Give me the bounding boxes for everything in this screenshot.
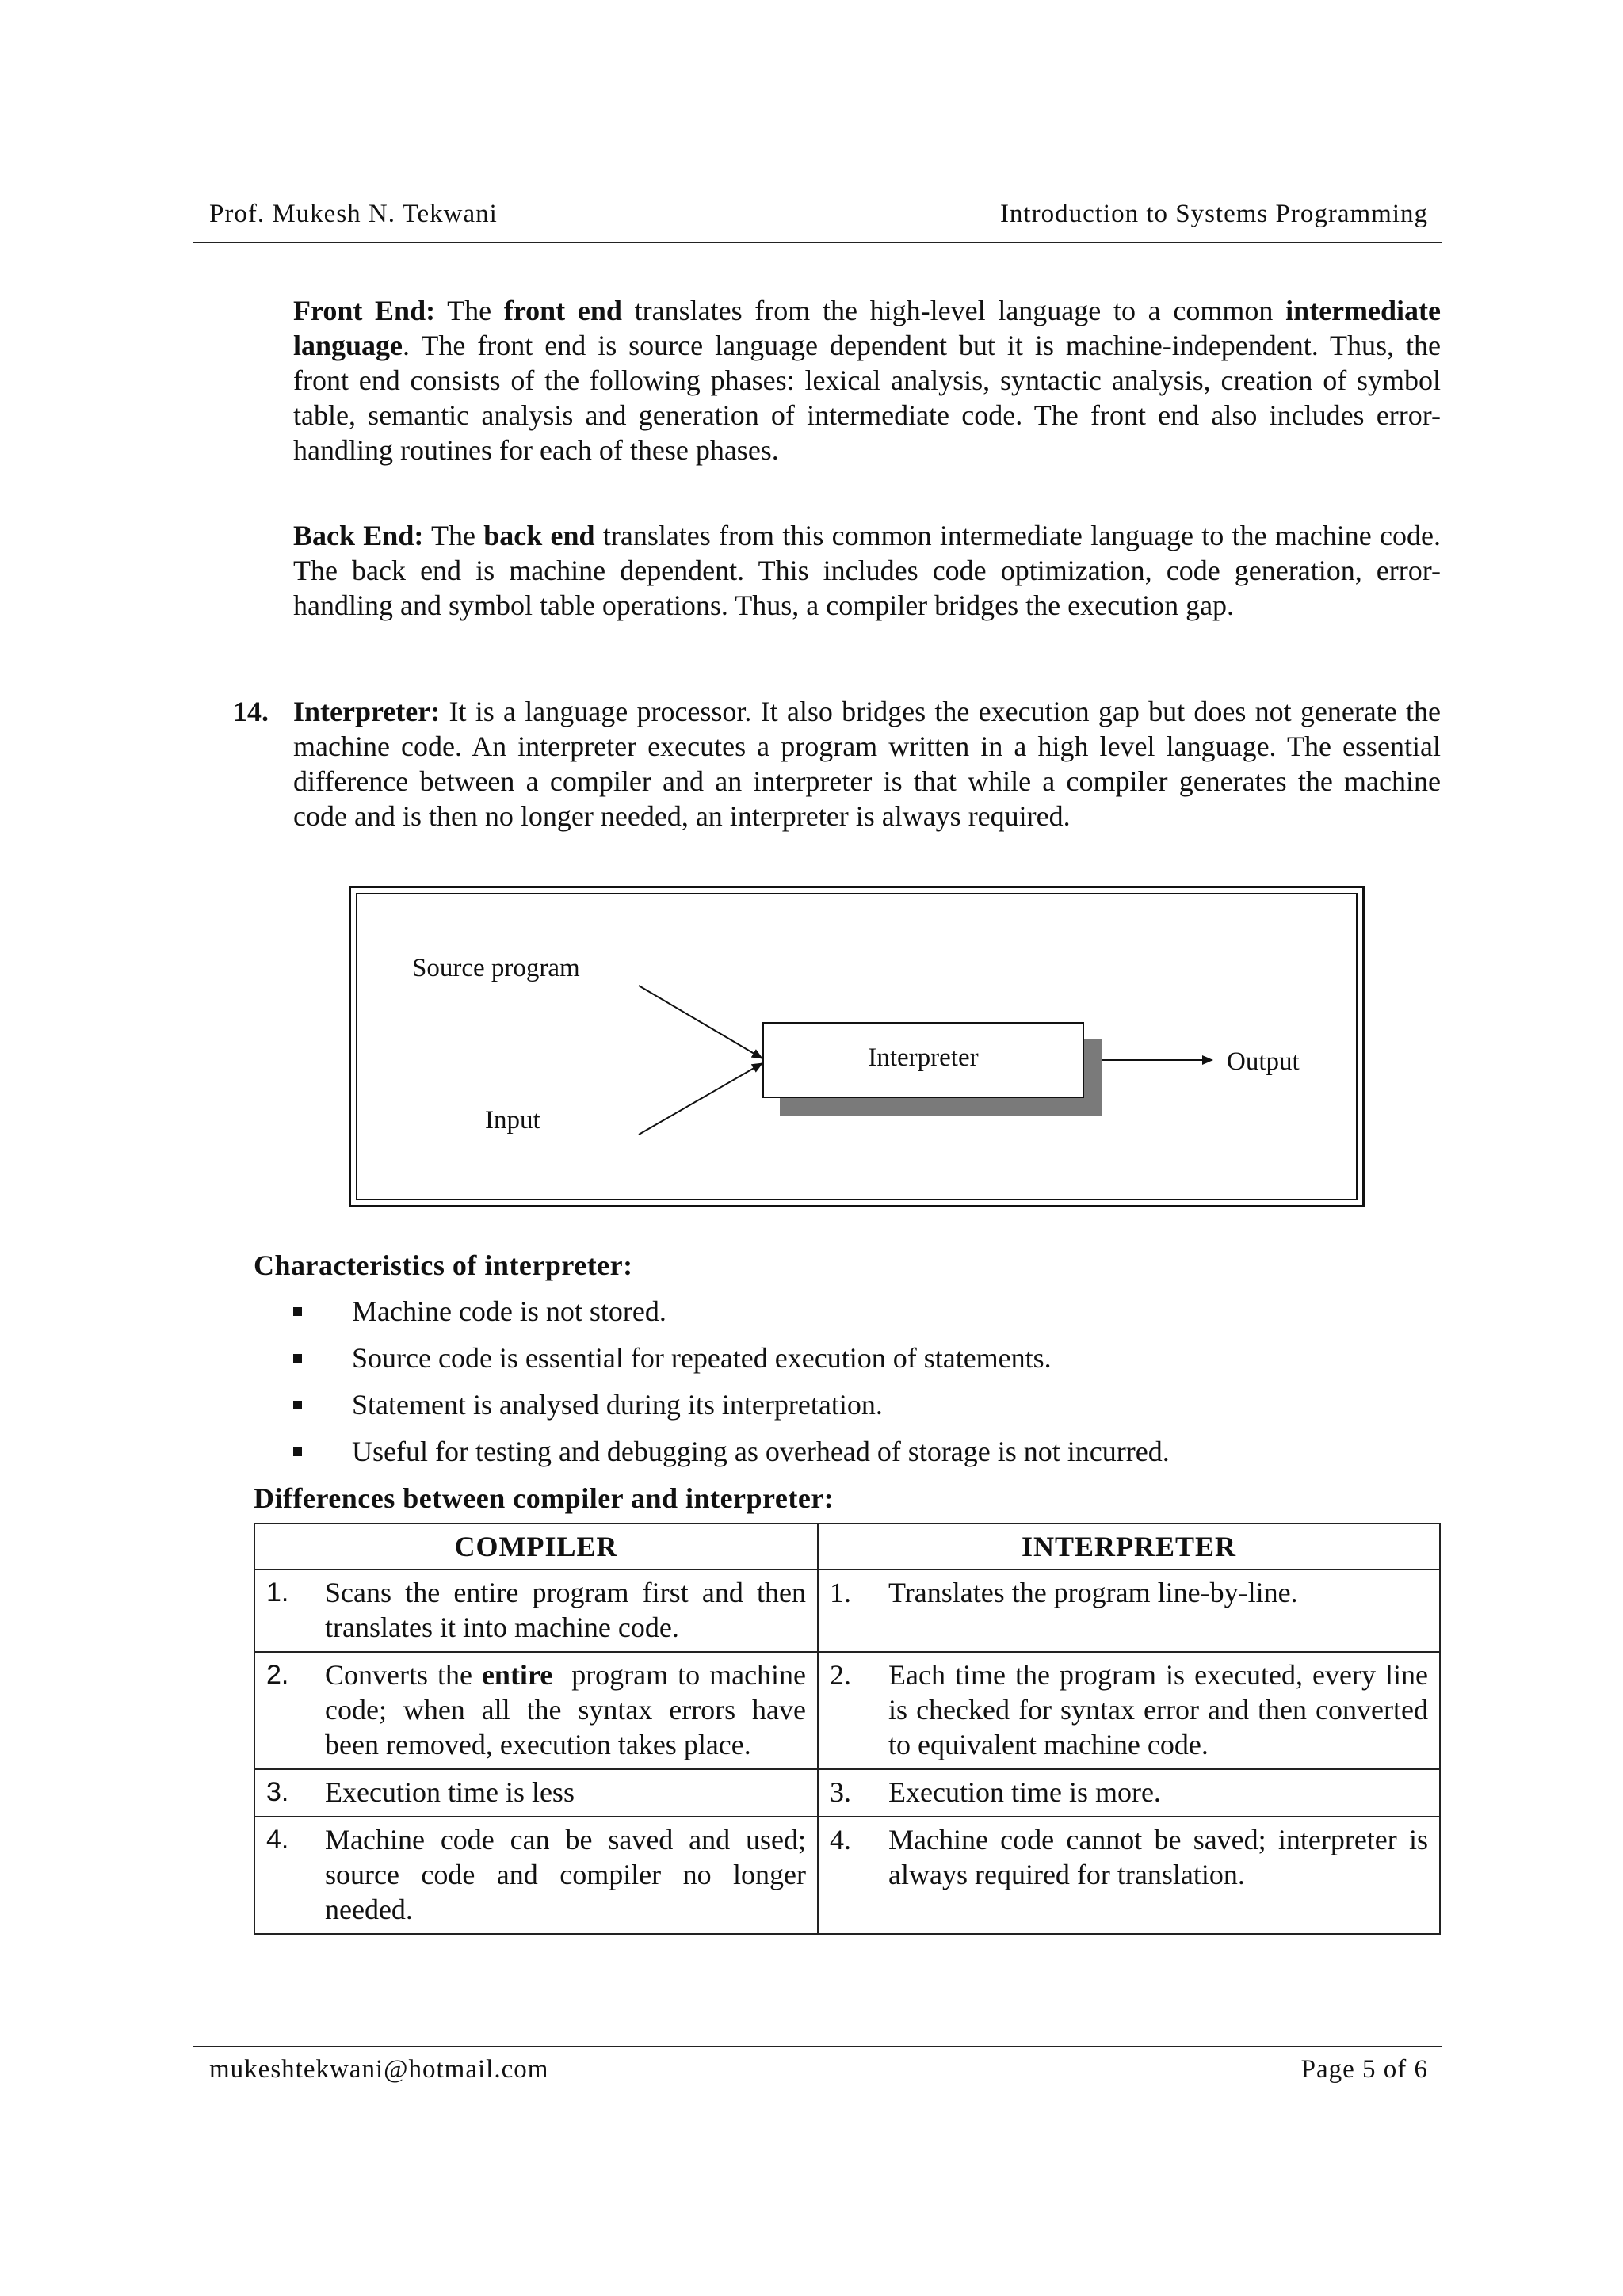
back-end-bold-1: back end [483, 520, 595, 551]
list-item-text: Source code is essential for repeated execution of statements. [352, 1342, 1052, 1374]
compiler-text: Machine code can be saved and used; source code and compiler no longer needed. [325, 1824, 807, 1925]
diagram-output-label: Output [1227, 1047, 1300, 1076]
input-arrow [639, 1063, 762, 1135]
interpreter-label: Interpreter: [293, 696, 441, 727]
row-number: 2. [266, 1660, 289, 1690]
compiler-text: Scans the entire program first and then translates it into machine code. [325, 1577, 807, 1643]
front-end-text-1: The [447, 295, 492, 326]
column-header-compiler: COMPILER [254, 1524, 818, 1569]
row-number: 2. [830, 1659, 852, 1691]
interpreter-cell [818, 1569, 1440, 1652]
row-number: 3. [830, 1776, 852, 1808]
diagram-source-label: Source program [412, 954, 580, 982]
interpreter-text: It is a language processor. It also bridges the execution gap but does not generate the machine code. An interpreter executes a program written in a high level language. The essential difference between a compiler and an interpreter is that while a compiler generates the machine code and is then no longer needed, an interpreter is always required. [293, 696, 1442, 832]
interpreter-text: Machine code cannot be saved; interpreter is always required for translation. [888, 1824, 1428, 1890]
footer-page-number: Page 5 of 6 [1300, 2055, 1428, 2084]
list-item-text: Useful for testing and debugging as overhead of storage is not incurred. [352, 1436, 1170, 1467]
table-header-row [254, 1524, 1440, 1569]
compiler-cell [254, 1569, 818, 1652]
row-number: 4. [266, 1825, 289, 1855]
list-item-text: Machine code is not stored. [352, 1295, 666, 1327]
compiler-text: Execution time is less [325, 1776, 575, 1808]
compiler-cell [254, 1652, 818, 1769]
table-row [254, 1652, 1440, 1769]
row-number: 4. [830, 1824, 852, 1855]
interpreter-cell [818, 1769, 1440, 1817]
footer-email: mukeshtekwani@hotmail.com [209, 2055, 549, 2084]
compiler-text-part: program to machine code; when all the syntax errors have been removed, execution takes place. [325, 1659, 807, 1760]
table-row [254, 1769, 1440, 1817]
interpreter-text: Execution time is more. [888, 1776, 1161, 1808]
row-number: 3. [266, 1777, 289, 1807]
front-end-label: Front End: [293, 295, 436, 326]
interpreter-cell [818, 1652, 1440, 1769]
compiler-cell [254, 1817, 818, 1934]
interpreter-text: Each time the program is executed, every line is checked for syntax error and then converted to equivalent machine code. [888, 1659, 1428, 1760]
characteristics-title: Characteristics of interpreter: [254, 1249, 633, 1281]
item-number-14: 14. [233, 696, 269, 727]
interpreter-box: Interpreter [762, 1022, 1084, 1098]
back-end-label: Back End: [293, 520, 424, 551]
back-end-text-2: translates from this common intermediate language to the machine code. The back end is machine dependent. This includes code optimization, code generation, error-handling and symbol table operations. Thus, a compiler bridges the execution gap. [293, 520, 1442, 621]
footer-rule [193, 2046, 1442, 2047]
compiler-text-part: Converts the [325, 1659, 472, 1691]
table-row [254, 1569, 1440, 1652]
back-end-text-1: The [430, 520, 475, 551]
table-row [254, 1817, 1440, 1934]
front-end-text-2: translates from the high-level language to a common [634, 295, 1274, 326]
front-end-bold-2: intermediate language [293, 295, 1442, 361]
compiler-cell [254, 1769, 818, 1817]
bullet-icon [293, 1307, 302, 1316]
diagram-input-label: Input [485, 1106, 540, 1135]
column-header-interpreter: INTERPRETER [818, 1524, 1440, 1569]
bullet-icon [293, 1401, 302, 1409]
differences-table [254, 1523, 1441, 1935]
bullet-icon [293, 1447, 302, 1456]
front-end-text-3: . The front end is source language dependent but it is machine-independent. Thus, the front end consists of the following phases: lexical analysis, syntactic analysis, creation of symbol table, semantic analysis and generation of intermediate code. The front end also includes error-handling routines for each of these phases. [293, 330, 1441, 466]
bullet-icon [293, 1354, 302, 1363]
interpreter-text: Translates the program line-by-line. [888, 1577, 1298, 1608]
compiler-text-bold: entire [481, 1659, 553, 1691]
list-item-text: Statement is analysed during its interpretation. [352, 1389, 883, 1421]
header-author: Prof. Mukesh N. Tekwani [209, 200, 498, 228]
front-end-bold-1: front end [503, 295, 622, 326]
interpreter-cell [818, 1817, 1440, 1934]
source-arrow [639, 986, 762, 1058]
header-title: Introduction to Systems Programming [999, 200, 1428, 228]
compiler-text [325, 1657, 806, 1762]
differences-title: Differences between compiler and interpreter: [254, 1482, 834, 1514]
row-number: 1. [830, 1577, 852, 1608]
row-number: 1. [266, 1577, 289, 1608]
